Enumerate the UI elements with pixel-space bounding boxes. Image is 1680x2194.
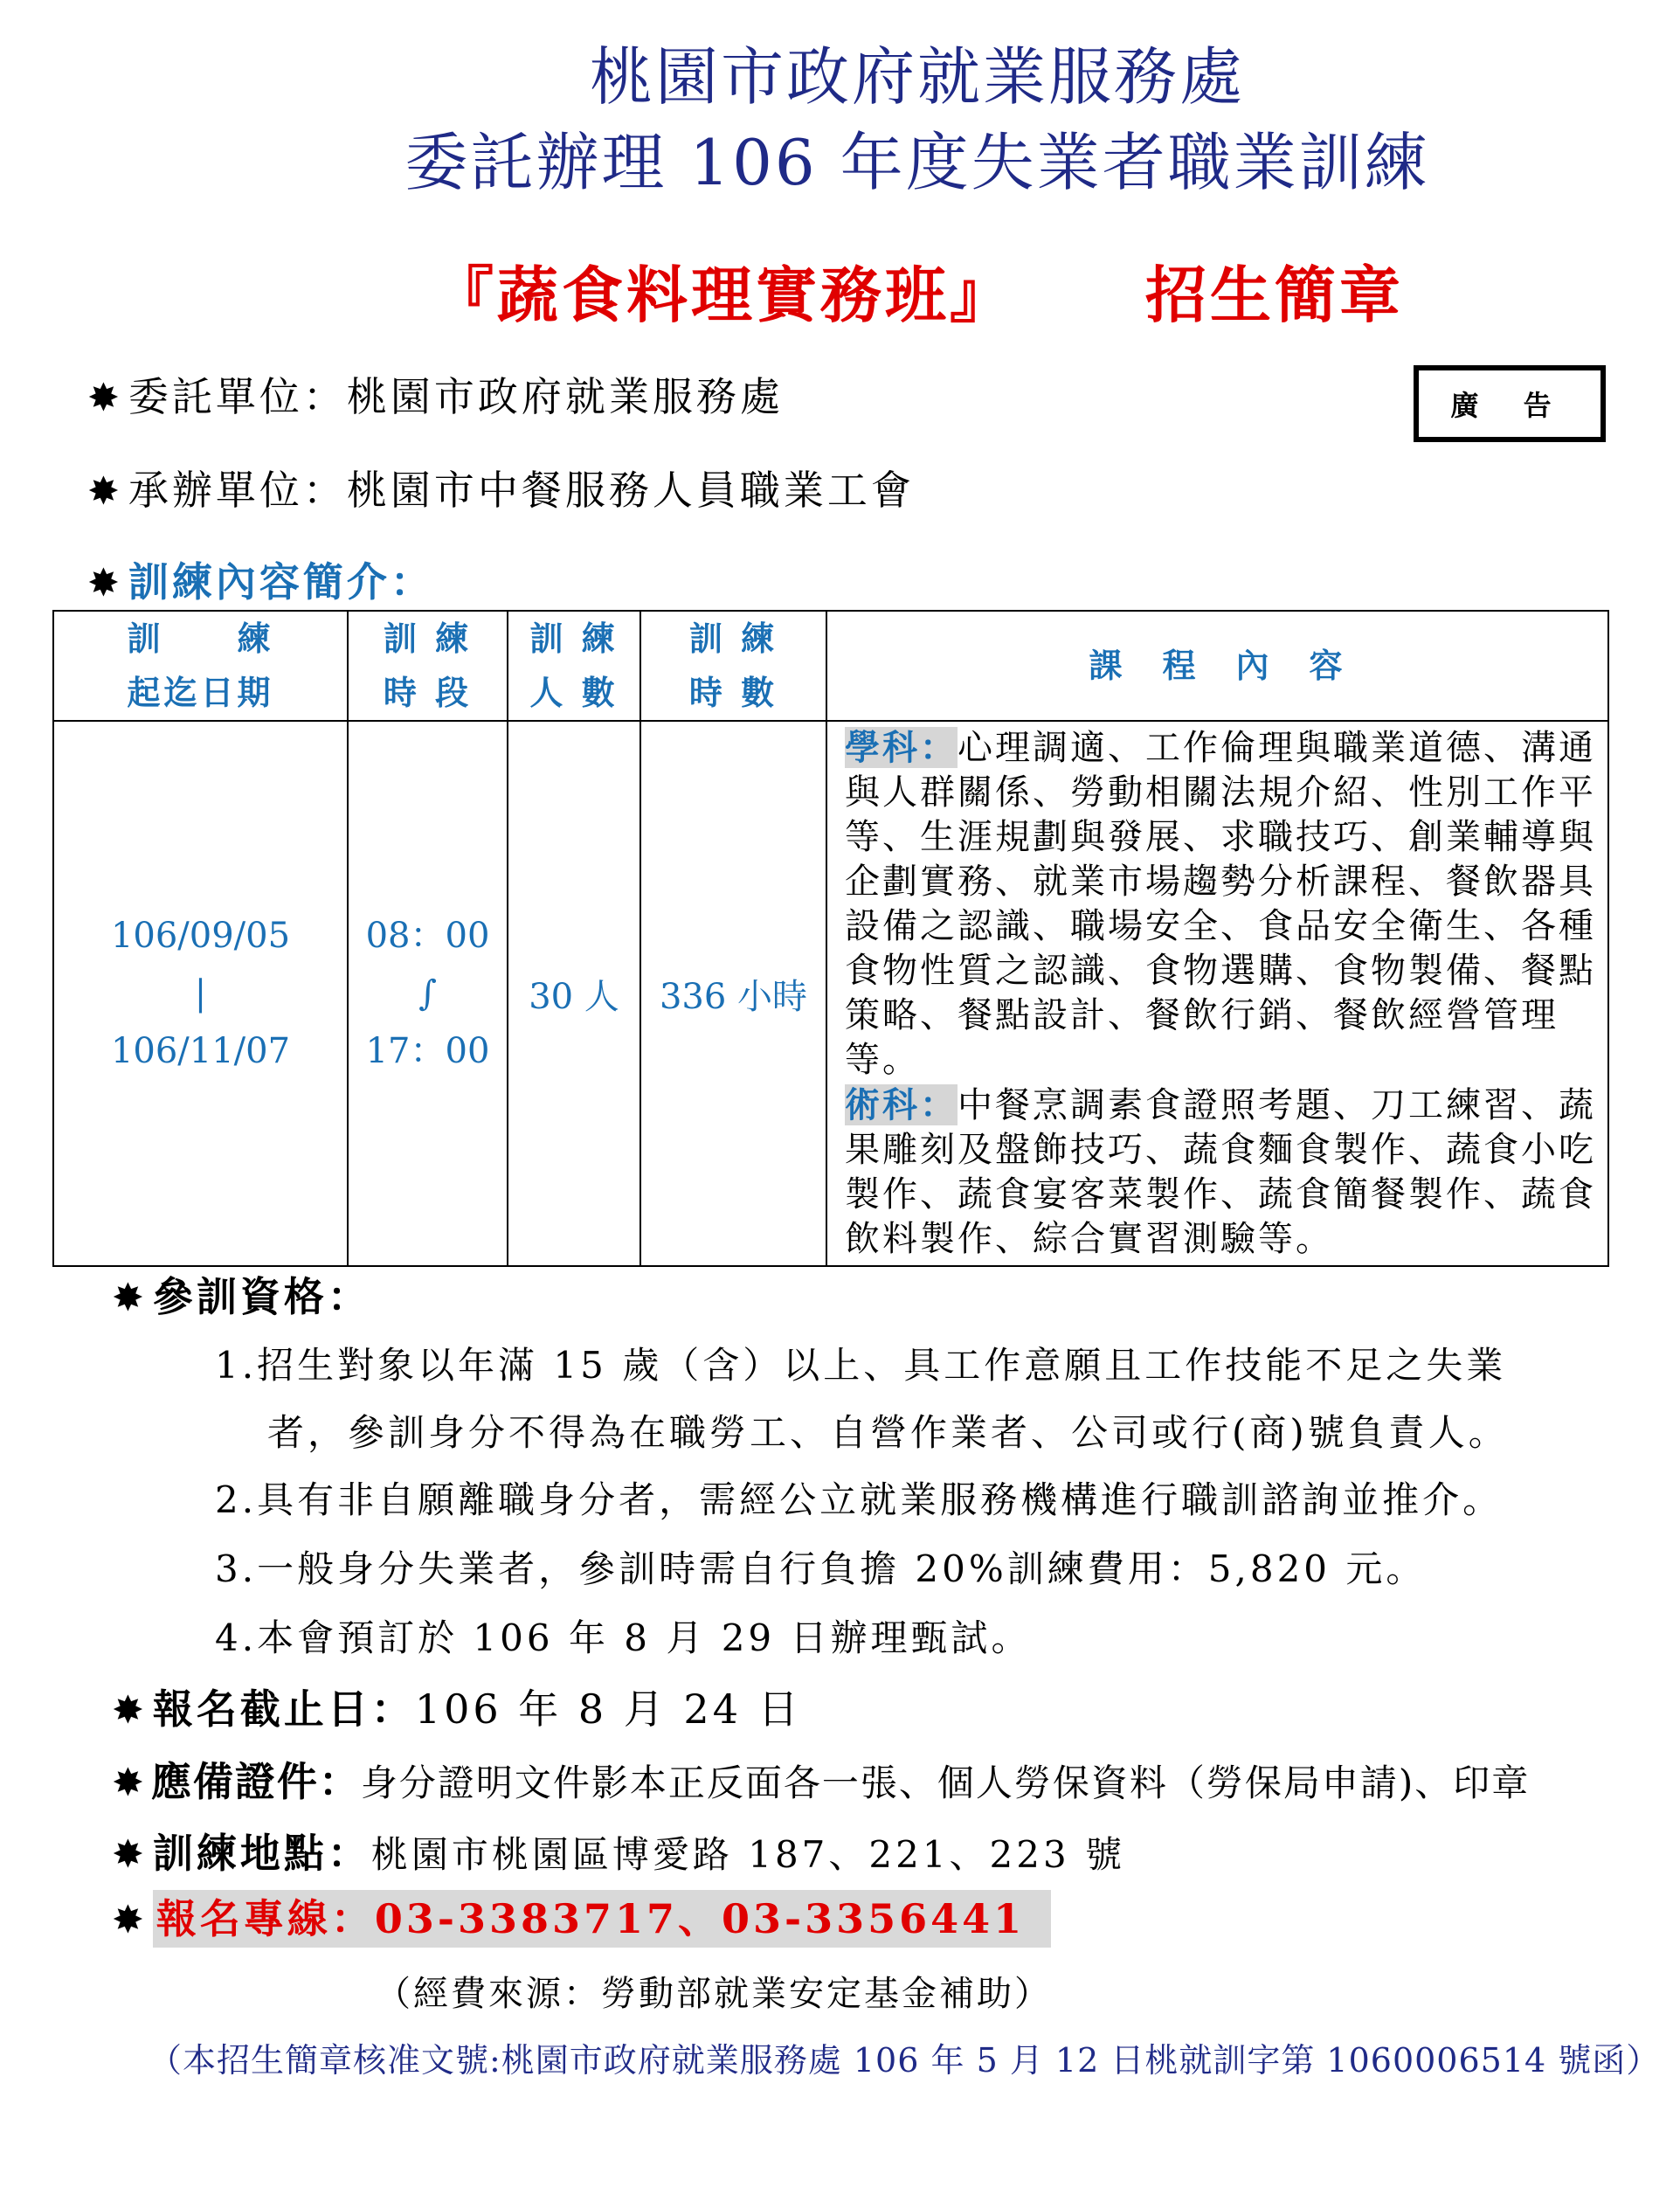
location-value: 桃園市桃園區博愛路 187、221、223 號 — [370, 1833, 1126, 1876]
undertake-value: 桃園市中餐服務人員職業工會 — [346, 467, 915, 514]
course-title — [432, 246, 1404, 335]
cell-people: 30 人 — [508, 721, 640, 1266]
deadline-value: 106 年 8 月 24 日 — [414, 1685, 802, 1733]
technical-text: 中餐烹調素食證照考題、刀工練習、蔬果雕刻及盤飾技巧、蔬食麵食製作、蔬食小吃製作、蔬食宴客菜製作、蔬食簡餐製作、蔬食飲料製作、綜合實習測驗等。 — [845, 1085, 1596, 1259]
table-header-row — [53, 611, 1608, 721]
commission-label: 委託單位： — [128, 373, 347, 420]
star-bullet-icon: ✸ — [112, 1688, 148, 1733]
academic-text: 心理調適、工作倫理與職業道德、溝通與人群關係、勞動相關法規介紹、性別工作平等、生涯規劃與發展、求職技巧、創業輔導與企劃實務、就業市場趨勢分析課程、餐飲器具設備之認識、職場安全、食品安全衛生、各種食物性質之認識、食物選購、食物製備、餐點策略、餐點設計、餐飲行銷、餐飲經營管理等。 — [845, 728, 1596, 1080]
qualification-item-1-cont: 者，參訓身分不得為在職勞工、自營作業者、公司或行(商)號負責人。 — [267, 1411, 1509, 1454]
undertake-label: 承辦單位： — [128, 467, 347, 514]
title-line-2: 委託辦理 106 年度失業者職業訓練 — [404, 126, 1430, 199]
time-end: 17：00 — [365, 1031, 490, 1071]
time-start: 08：00 — [365, 916, 490, 956]
table-row — [53, 721, 1608, 1266]
undertake-row — [87, 459, 915, 516]
hotline-row — [112, 1887, 1051, 1945]
deadline-row — [112, 1678, 802, 1735]
cell-time — [348, 721, 508, 1266]
qualification-item-3: 3.一般身分失業者，參訓時需自行負擔 20%訓練費用：5,820 元。 — [215, 1547, 1427, 1590]
star-bullet-icon: ✸ — [87, 376, 123, 420]
training-table — [52, 610, 1609, 1267]
cell-course-content — [826, 721, 1608, 1266]
header-content: 課 程 內 容 — [826, 611, 1608, 721]
cell-hours: 336 小時 — [640, 721, 826, 1266]
ad-box: 廣 告 — [1414, 365, 1606, 442]
approval-note: （本招生簡章核准文號:桃園市政府就業服務處 106 年 5 月 12 日桃就訓字第 1060006514 號函） — [149, 2041, 1661, 2080]
intro-label: 訓練內容簡介： — [128, 558, 434, 606]
title-line-1: 桃園市政府就業服務處 — [589, 40, 1245, 114]
course-suffix: 招生簡章 — [1145, 259, 1404, 331]
technical-label: 術科： — [845, 1084, 958, 1125]
date-separator: | — [194, 973, 207, 1014]
hotline-label: 報名專線： — [156, 1895, 375, 1942]
location-row — [112, 1822, 1125, 1879]
hotline-highlight — [153, 1890, 1051, 1948]
header-hours: 訓 練 時 數 — [640, 611, 826, 721]
qualification-heading — [112, 1265, 371, 1323]
header-period: 訓 練 起迄日期 — [53, 611, 348, 721]
intro-row — [87, 550, 434, 608]
star-bullet-icon: ✸ — [87, 469, 123, 514]
academic-label: 學科： — [845, 727, 958, 768]
star-bullet-icon: ✸ — [112, 1761, 146, 1805]
start-date: 106/09/05 — [110, 916, 291, 956]
time-separator: ∫ — [418, 973, 437, 1014]
funding-source: （經費來源：勞動部就業安定基金補助） — [376, 1974, 1052, 2014]
star-bullet-icon: ✸ — [87, 561, 123, 606]
star-bullet-icon: ✸ — [112, 1276, 148, 1320]
hotline-value: 03-3383717、03-3356441 — [374, 1895, 1026, 1942]
commission-value: 桃園市政府就業服務處 — [346, 373, 784, 420]
qualification-item-4: 4.本會預訂於 106 年 8 月 29 日辦理甄試。 — [215, 1616, 1032, 1659]
documents-row — [112, 1750, 1530, 1808]
cell-period — [53, 721, 348, 1266]
star-bullet-icon: ✸ — [112, 1898, 148, 1942]
course-name: 『蔬食料理實務班』 — [432, 259, 1014, 331]
qualification-item-2: 2.具有非自願離職身分者，需經公立就業服務機構進行職訓諮詢並推介。 — [215, 1478, 1504, 1521]
header-people: 訓 練 人 數 — [508, 611, 640, 721]
location-label: 訓練地點： — [152, 1830, 371, 1877]
end-date: 106/11/07 — [110, 1031, 291, 1071]
documents-label: 應備證件： — [150, 1758, 361, 1805]
documents-value: 身分證明文件影本正反面各一張、個人勞保資料（勞保局申請)、印章 — [360, 1761, 1531, 1804]
header-time: 訓 練 時 段 — [348, 611, 508, 721]
qualification-item-1: 1.招生對象以年滿 15 歲（含）以上、具工作意願且工作技能不足之失業 — [215, 1344, 1507, 1387]
qualification-label: 參訓資格： — [152, 1273, 371, 1320]
commission-row — [87, 365, 784, 423]
star-bullet-icon: ✸ — [112, 1832, 148, 1877]
deadline-label: 報名截止日： — [152, 1685, 415, 1733]
